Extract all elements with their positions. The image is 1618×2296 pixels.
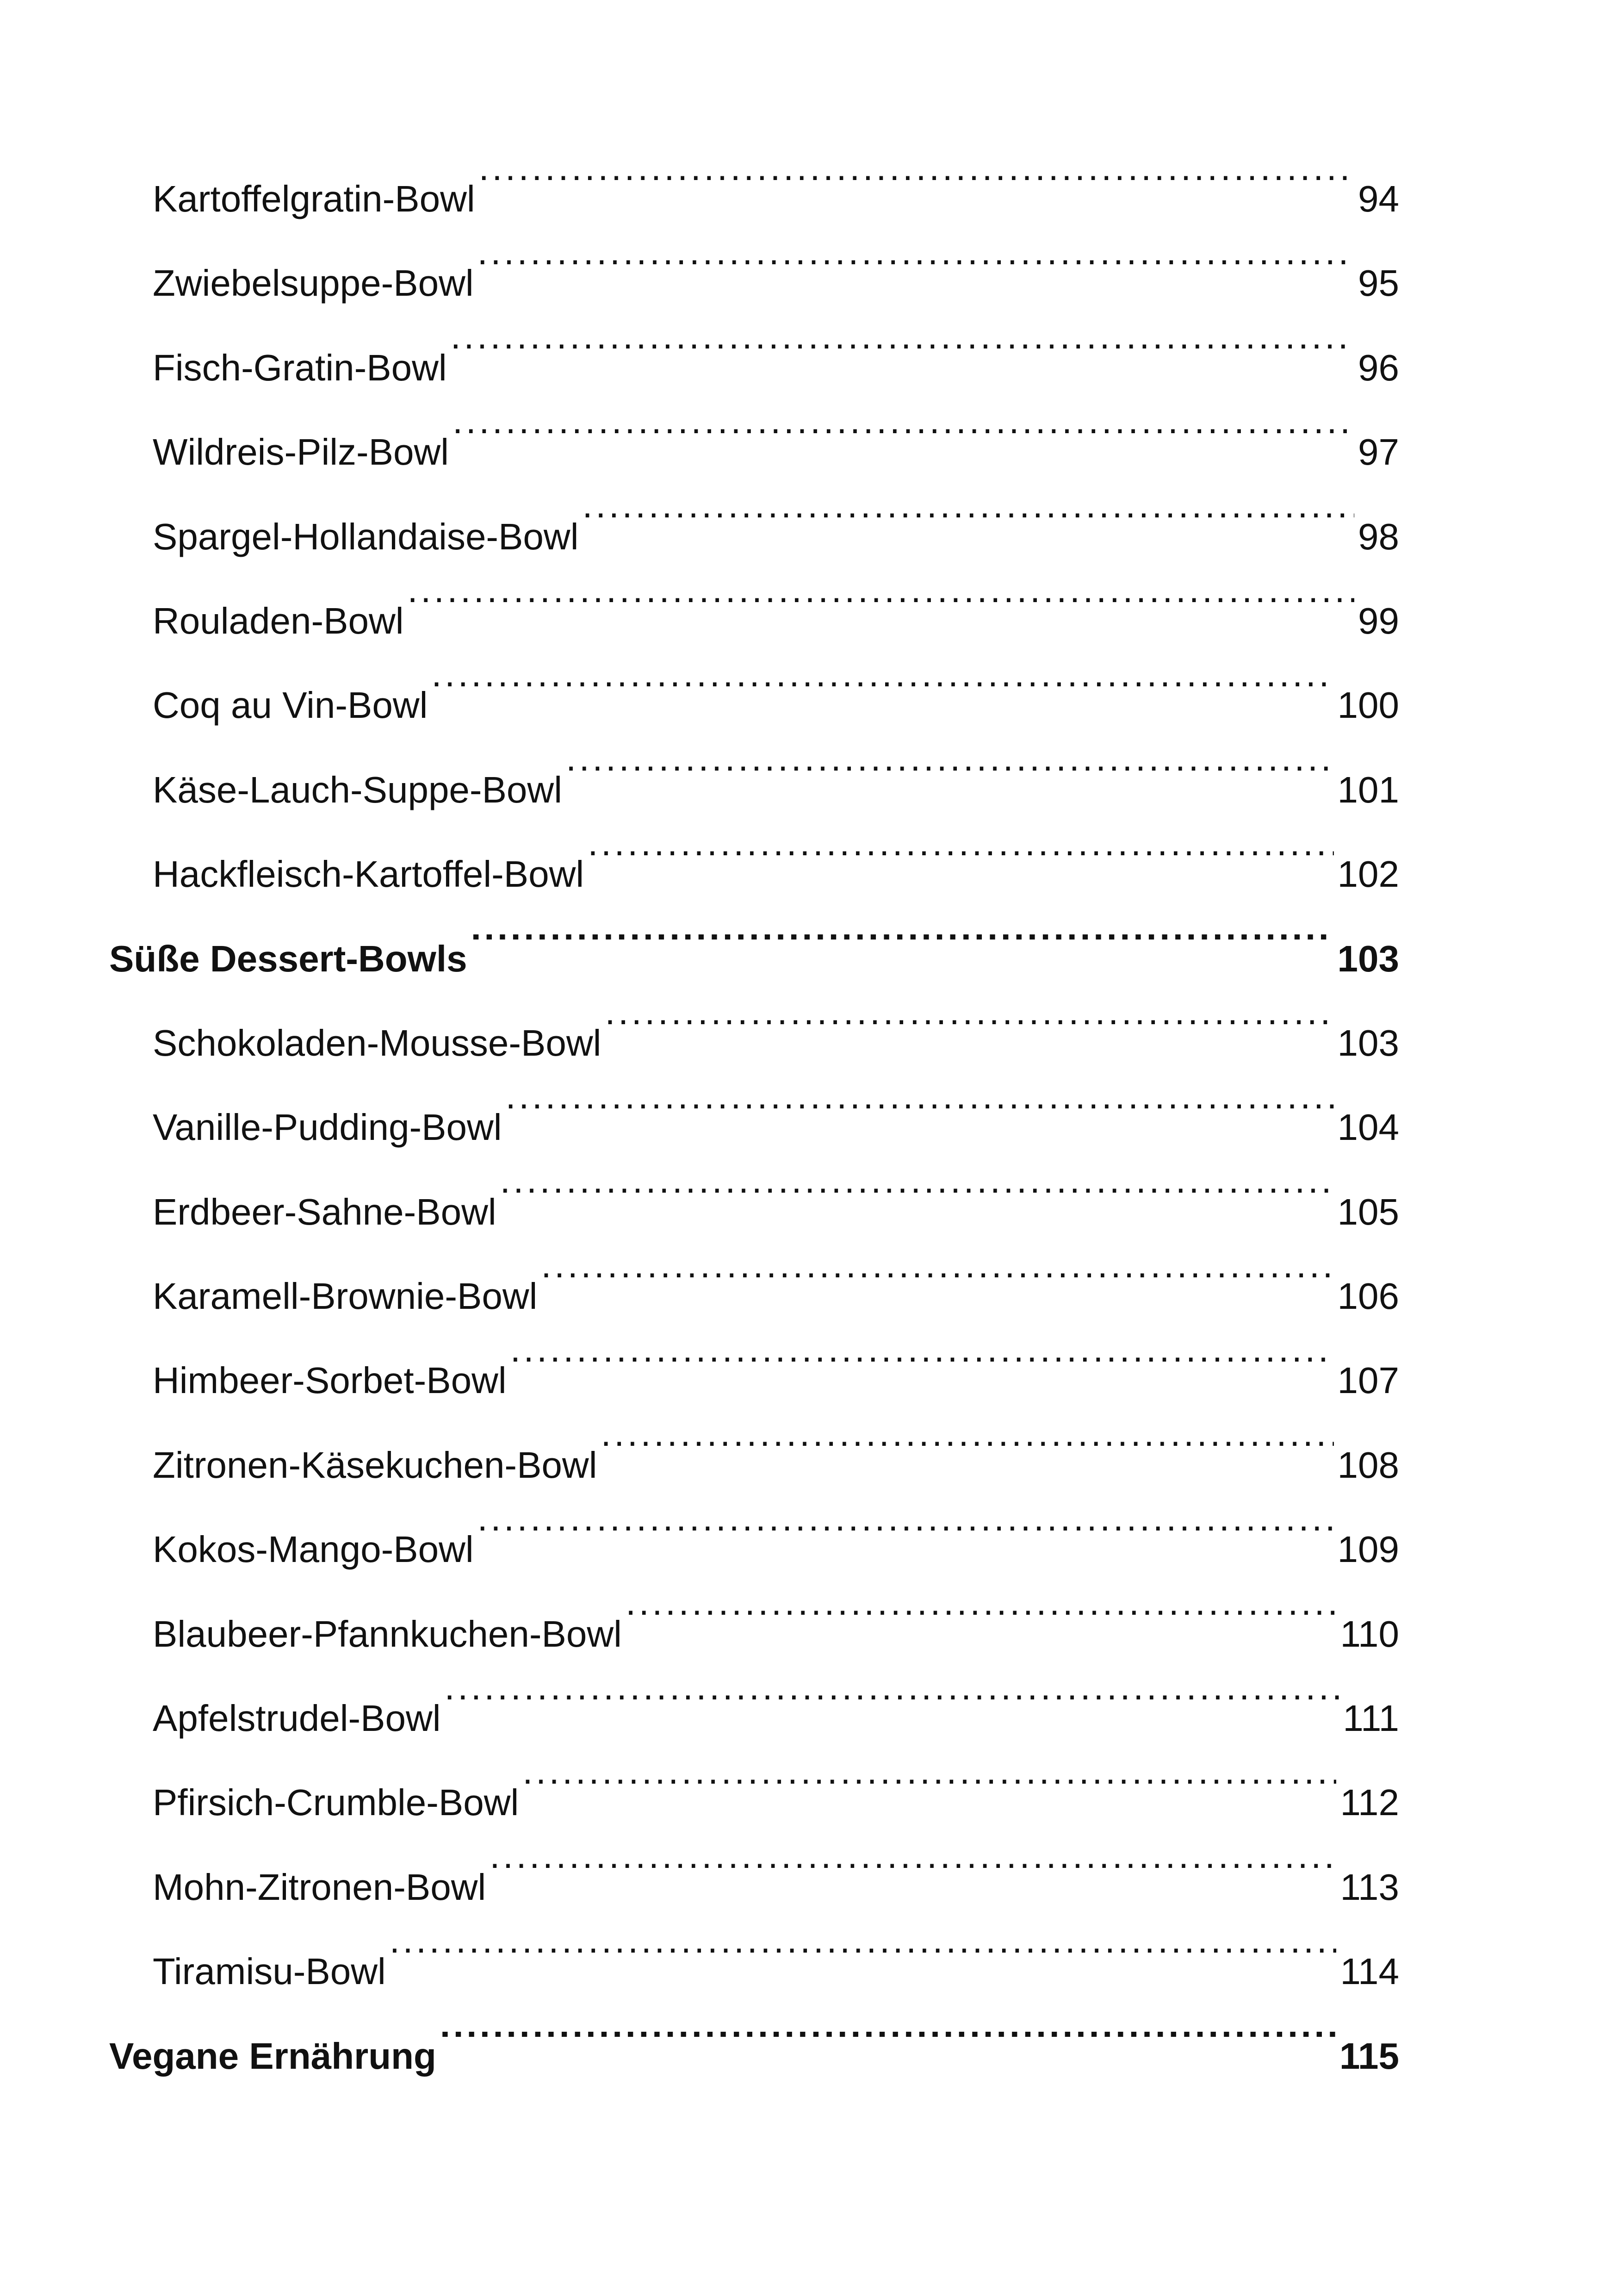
toc-dot-leader (605, 1019, 1333, 1056)
toc-dot-leader (431, 681, 1333, 718)
toc-entry[interactable] (109, 495, 1399, 579)
toc-entry-title: Karamell-Brownie-Bowl (153, 1276, 538, 1317)
toc-page-number: 101 (1337, 769, 1399, 810)
toc-entry-title: Kartoffelgratin-Bowl (153, 178, 475, 219)
toc-entry[interactable] (109, 410, 1399, 494)
toc-page-number: 97 (1358, 431, 1399, 473)
toc-dot-leader (477, 259, 1354, 296)
toc-dot-leader (451, 343, 1354, 380)
toc-page-number: 113 (1340, 1866, 1399, 1908)
toc-entry-title: Zitronen-Käsekuchen-Bowl (153, 1444, 597, 1486)
toc-dot-leader (445, 1694, 1339, 1731)
toc-entry-title: Blaubeer-Pfannkuchen-Bowl (153, 1613, 622, 1655)
toc-dot-leader (500, 1188, 1334, 1225)
toc-entry[interactable] (109, 1423, 1399, 1507)
toc-entry[interactable] (109, 326, 1399, 410)
toc-page-number: 95 (1358, 262, 1399, 304)
toc-entry-title: Käse-Lauch-Suppe-Bowl (153, 769, 562, 810)
toc-entry[interactable] (109, 241, 1399, 325)
toc-entry[interactable] (109, 1254, 1399, 1338)
toc-dot-leader (506, 1103, 1334, 1140)
toc-entry-title: Kokos-Mango-Bowl (153, 1529, 474, 1570)
toc-entry-title: Mohn-Zitronen-Bowl (153, 1866, 486, 1908)
toc-entry-title: Vegane Ernährung (109, 2035, 436, 2077)
toc-page-number: 114 (1340, 1951, 1399, 1992)
toc-dot-leader (566, 765, 1334, 803)
toc-page-number: 100 (1337, 684, 1399, 726)
toc-page-number: 105 (1337, 1191, 1399, 1232)
toc-dot-leader (510, 1356, 1334, 1393)
toc-entry[interactable] (109, 1001, 1399, 1085)
toc-dot-leader (601, 1441, 1333, 1478)
toc-page-number: 103 (1337, 938, 1399, 979)
toc-entry-title: Süße Dessert-Bowls (109, 938, 467, 979)
toc-page-number: 103 (1337, 1022, 1399, 1064)
toc-dot-leader (390, 1947, 1337, 1984)
toc-dot-leader (541, 1272, 1333, 1309)
toc-dot-leader (471, 934, 1334, 971)
toc-entry-title: Erdbeer-Sahne-Bowl (153, 1191, 496, 1232)
toc-dot-leader (440, 2032, 1336, 2069)
toc-dot-leader (490, 1863, 1336, 1900)
toc-entry-title: Apfelstrudel-Bowl (153, 1698, 441, 1739)
toc-page-number: 110 (1340, 1613, 1399, 1655)
toc-entry-title: Schokoladen-Mousse-Bowl (153, 1022, 601, 1064)
toc-entry-title: Zwiebelsuppe-Bowl (153, 262, 474, 304)
toc-entry[interactable] (109, 1085, 1399, 1170)
toc-entry[interactable] (109, 832, 1399, 916)
toc-entry[interactable] (109, 1338, 1399, 1423)
toc-entry-title: Rouladen-Bowl (153, 600, 404, 641)
toc-entry-title: Pfirsich-Crumble-Bowl (153, 1782, 519, 1823)
toc-dot-leader (453, 428, 1354, 465)
toc-entry[interactable] (109, 1929, 1399, 2014)
toc-entry-title: Wildreis-Pilz-Bowl (153, 431, 449, 473)
toc-page-number: 102 (1337, 853, 1399, 895)
toc-dot-leader (626, 1610, 1337, 1647)
toc-entry[interactable] (109, 157, 1399, 241)
toc-entry[interactable] (109, 1676, 1399, 1761)
toc-entry[interactable] (109, 748, 1399, 832)
toc-entry[interactable] (109, 1845, 1399, 1929)
toc-entry-title: Vanille-Pudding-Bowl (153, 1107, 502, 1148)
toc-section-heading[interactable] (109, 917, 1399, 1001)
toc-dot-leader (522, 1778, 1336, 1815)
toc-entry-title: Hackfleisch-Kartoffel-Bowl (153, 853, 584, 895)
toc-page-number: 109 (1337, 1529, 1399, 1570)
toc-dot-leader (479, 174, 1354, 212)
toc-page-number: 99 (1358, 600, 1399, 641)
toc-page-number: 115 (1339, 2035, 1399, 2077)
toc-dot-leader (588, 850, 1333, 887)
toc-page-number: 111 (1343, 1698, 1399, 1739)
toc-dot-leader (408, 597, 1354, 634)
toc-entry[interactable] (109, 1592, 1399, 1676)
toc-entry[interactable] (109, 1170, 1399, 1254)
toc-page-number: 94 (1358, 178, 1399, 219)
toc-entry-title: Coq au Vin-Bowl (153, 684, 428, 726)
toc-entry[interactable] (109, 1507, 1399, 1592)
toc-entry-title: Fisch-Gratin-Bowl (153, 347, 447, 388)
toc-dot-leader (582, 512, 1354, 549)
toc-page-number: 108 (1337, 1444, 1399, 1486)
toc-entry-title: Tiramisu-Bowl (153, 1951, 386, 1992)
toc-entry-title: Spargel-Hollandaise-Bowl (153, 516, 579, 557)
table-of-contents (109, 157, 1399, 2098)
toc-page-number: 107 (1337, 1360, 1399, 1401)
toc-dot-leader (477, 1525, 1334, 1562)
toc-page-number: 106 (1337, 1276, 1399, 1317)
toc-page-number: 104 (1337, 1107, 1399, 1148)
toc-entry[interactable] (109, 579, 1399, 663)
toc-section-heading[interactable] (109, 2014, 1399, 2098)
toc-entry[interactable] (109, 1761, 1399, 1845)
toc-entry-title: Himbeer-Sorbet-Bowl (153, 1360, 507, 1401)
toc-entry[interactable] (109, 663, 1399, 747)
toc-page-number: 96 (1358, 347, 1399, 388)
toc-page-number: 112 (1340, 1782, 1399, 1823)
toc-page-number: 98 (1358, 516, 1399, 557)
